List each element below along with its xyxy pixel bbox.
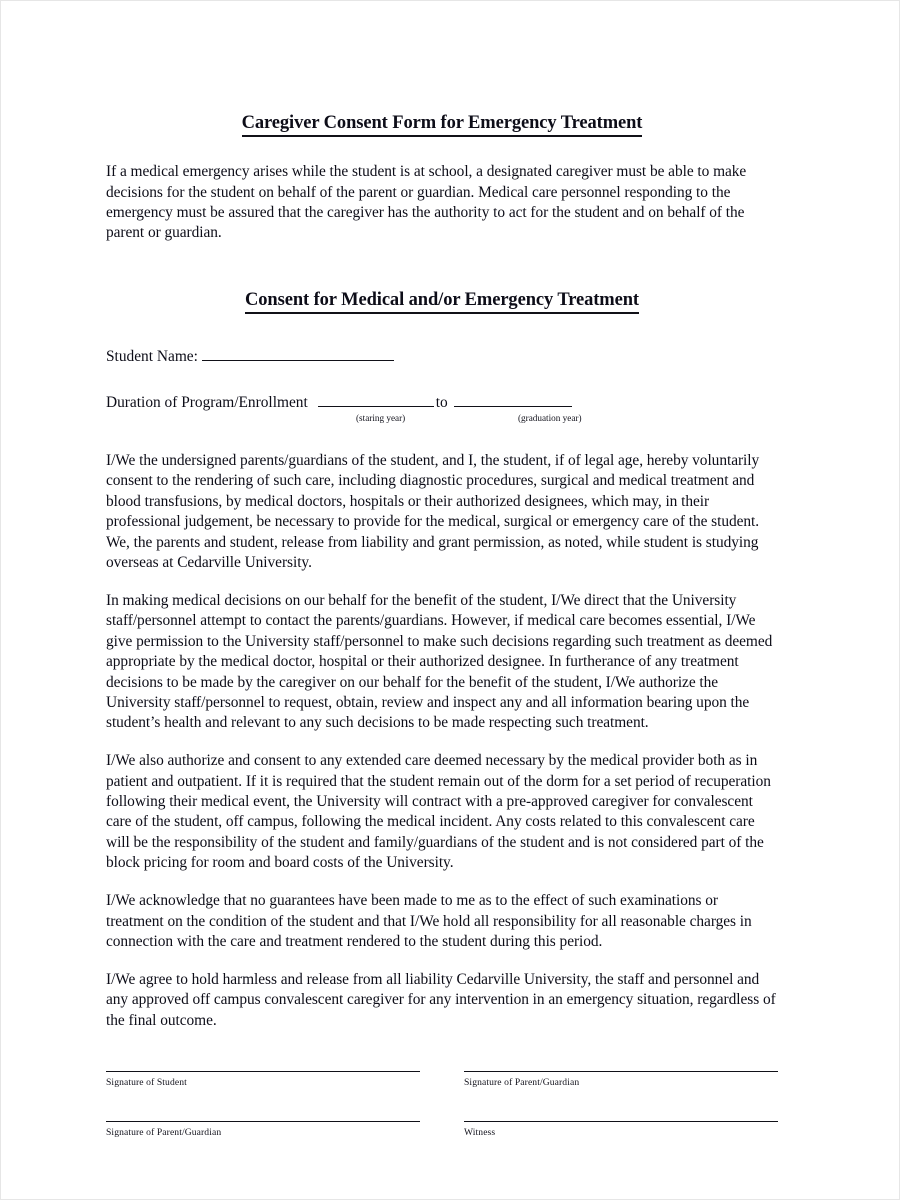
body-paragraph-2-container	[106, 591, 778, 734]
signature-block	[106, 1071, 778, 1138]
body-paragraph: I/We also authorize and consent to any extended care deemed necessary by the medical provider both as in patient and outpatient. If it is required that the student remain out of the dorm for a set period of recuperation following their medical event, the University will contract with a pre-approved caregiver for convalescent care of the student, off campus, following the medical incident. Any costs related to this convalescent care will be the responsibility of the student and family/guardians of the student and is not considered part of the block pricing for room and board costs of the University.	[106, 752, 771, 872]
signature-label-parent-guardian-2: Signature of Parent/Guardian	[106, 1127, 222, 1139]
duration-label: Duration of Program/Enrollment	[106, 393, 308, 411]
signature-label-student: Signature of Student	[106, 1077, 187, 1089]
signature-line-parent-guardian-2[interactable]	[106, 1121, 420, 1122]
body-paragraph-4-container	[106, 891, 778, 952]
duration-field-row	[106, 392, 778, 413]
student-name-field-row	[106, 346, 778, 367]
body-paragraph: I/We agree to hold harmless and release from all liability Cedarville University, the staff and personnel and any approved off campus convalescent caregiver for any intervention in an emergency situation, regardless of the final outcome.	[106, 970, 776, 1029]
body-paragraph: In making medical decisions on our behalf for the benefit of the student, I/We direct that the University staff/personnel attempt to contact the parents/guardians. However, if medical care becomes essential, I/We give permission to the University staff/personnel to make such decisions regarding such treatment as deemed appropriate by the medical doctor, hospital or their authorized designee. In furtherance of any treatment decisions to be made by the caregiver on our behalf for the benefit of the student, I/We authorize the University staff/personnel to request, obtain, review and inspect any and all information bearing upon the student’s health and relevant to any such decisions to be made respecting such treatment.	[106, 591, 773, 732]
document-title-container	[106, 113, 778, 137]
signature-line-witness[interactable]	[464, 1121, 778, 1122]
document-content	[106, 1, 778, 1138]
duration-end-caption: (graduation year)	[518, 412, 582, 423]
page-title	[106, 113, 778, 137]
signature-cell-witness	[464, 1121, 778, 1138]
signature-cell-student	[106, 1071, 420, 1088]
section-title-text: Consent for Medical and/or Emergency Treatment	[245, 290, 639, 314]
duration-end-input[interactable]	[454, 392, 572, 407]
body-paragraph: I/We acknowledge that no guarantees have been made to me as to the effect of such examinations or treatment on the condition of the student and that I/We hold all responsibility for all reasonable charges in connection with the care and treatment rendered to the student during this period.	[106, 892, 752, 950]
section-title-container	[106, 290, 778, 314]
duration-connector-label: to	[435, 393, 448, 411]
student-name-label: Student Name:	[106, 348, 198, 366]
signature-cell-parent-guardian-1	[464, 1071, 778, 1088]
signature-cell-parent-guardian-2	[106, 1121, 420, 1138]
intro-paragraph: If a medical emergency arises while the student is at school, a designated caregiver must be able to make decisions for the student on behalf of the parent or guardian. Medical care personnel responding to the emergency must be assured that the caregiver has the authority to act for the student and on behalf of the parent or guardian.	[106, 163, 747, 242]
signature-line-parent-guardian-1[interactable]	[464, 1071, 778, 1072]
body-paragraph-3-container	[106, 751, 778, 873]
section-title	[106, 290, 778, 314]
student-name-input[interactable]	[202, 346, 394, 361]
signature-row	[106, 1121, 778, 1138]
body-paragraph-1-container	[106, 451, 778, 573]
body-paragraph: I/We the undersigned parents/guardians of the student, and I, the student, if of legal age, hereby voluntarily consent to the rendering of such care, including diagnostic procedures, surgical and medical treatment and blood transfusions, by medical doctors, hospitals or their authorized designees, which may, in their professional judgement, be necessary to provide for the medical, surgical or emergency care of the student. We, the parents and student, release from liability and grant permission, as noted, while student is studying overseas at Cedarville University.	[106, 451, 760, 571]
duration-start-input[interactable]	[318, 392, 434, 407]
intro-container	[106, 162, 778, 244]
body-paragraph-5-container	[106, 970, 778, 1031]
signature-row	[106, 1071, 778, 1088]
signature-label-parent-guardian-1: Signature of Parent/Guardian	[464, 1077, 580, 1089]
signature-label-witness: Witness	[464, 1127, 496, 1139]
signature-line-student[interactable]	[106, 1071, 420, 1072]
page-title-text: Caregiver Consent Form for Emergency Treatment	[242, 113, 643, 137]
duration-start-caption: (staring year)	[356, 412, 406, 423]
duration-captions	[106, 413, 778, 425]
